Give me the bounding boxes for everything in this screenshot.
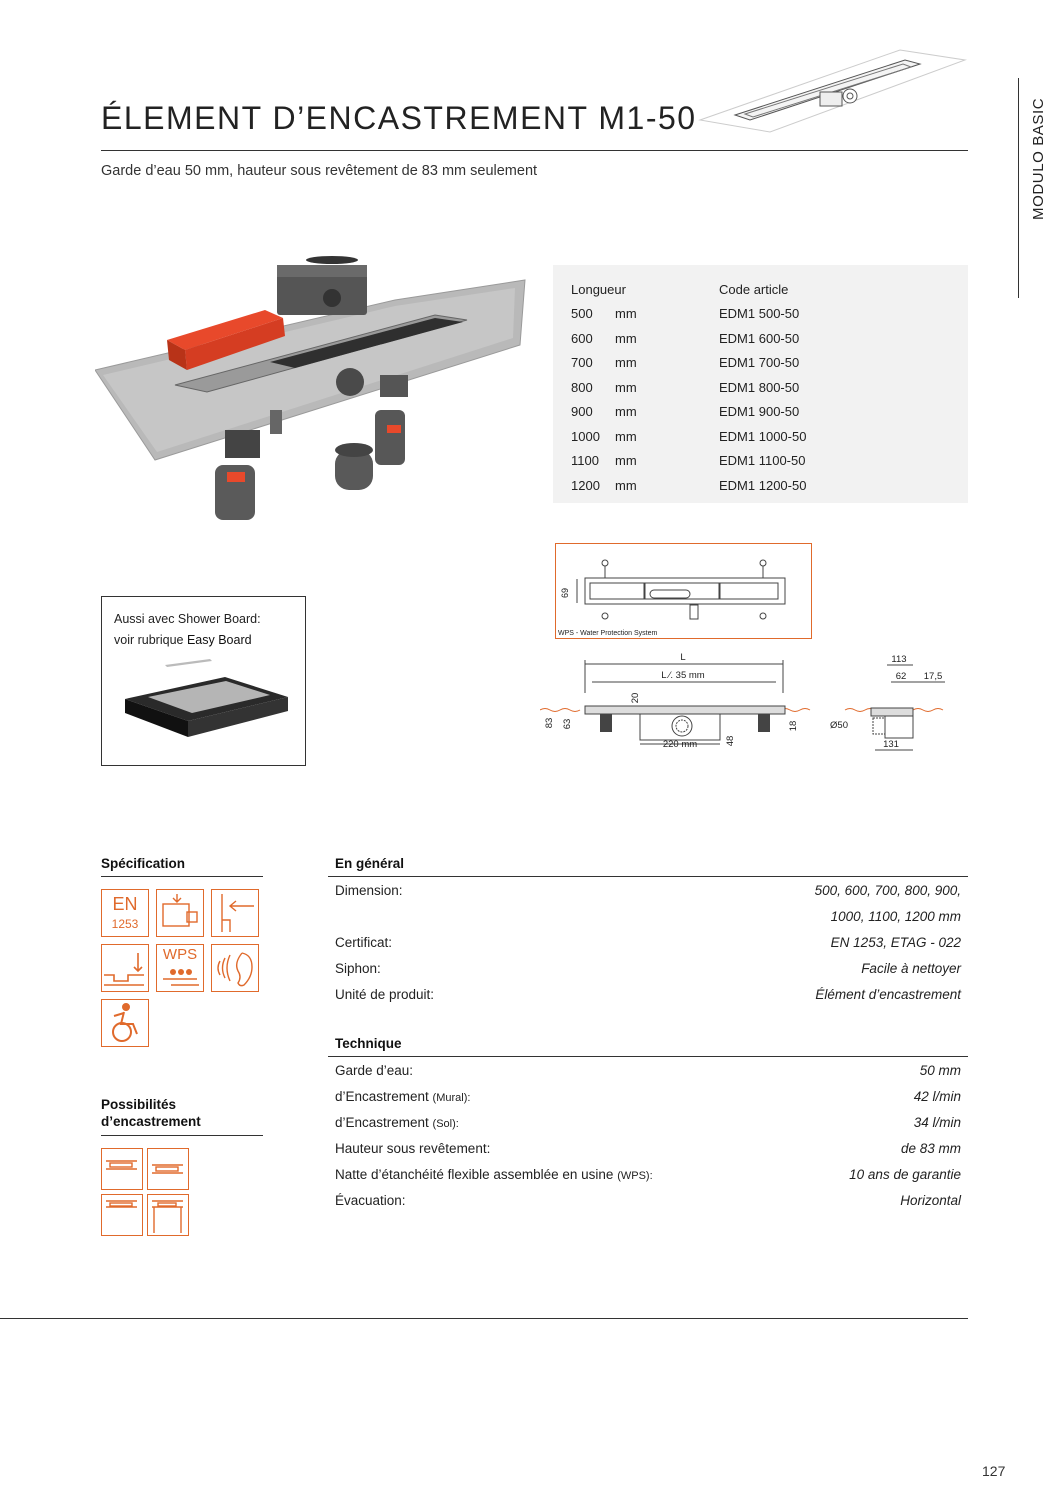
en-number: 1253 (111, 917, 139, 931)
length-cell: 1100 (571, 453, 599, 469)
tech-key-main: Garde d’eau: (335, 1063, 414, 1078)
spec-key: Siphon: (335, 961, 381, 976)
code-cell: EDM1 1100-50 (719, 453, 806, 469)
mounting-heading-line1: Possibilités (101, 1097, 177, 1112)
specification-divider (101, 876, 263, 877)
spec-row-dimension (335, 879, 961, 905)
dim-48: 48 (725, 735, 736, 747)
code-cell: EDM1 1000-50 (719, 428, 807, 444)
dim-220: 220 mm (662, 739, 698, 750)
code-cell: EDM1 700-50 (719, 355, 800, 371)
wall-outlet-icon (211, 889, 259, 937)
spec-row-certificate (335, 931, 961, 957)
unit-cell: mm (615, 379, 637, 395)
unit-cell: mm (615, 330, 637, 346)
length-cell: 1200 (571, 477, 600, 493)
mounting-floor-icon (147, 1148, 189, 1190)
article-variants-panel (553, 265, 968, 503)
code-cell: EDM1 600-50 (719, 330, 800, 346)
dim-17-5: 17,5 (923, 671, 943, 682)
column-header-length: Longueur (571, 281, 626, 297)
length-cell: 500 (571, 306, 593, 322)
tech-key (335, 1193, 406, 1208)
tech-value: 34 l/min (913, 1115, 961, 1130)
spec-key: Certificat: (335, 935, 393, 950)
tech-value: Horizontal (900, 1193, 961, 1208)
tech-row-water-seal (335, 1059, 961, 1085)
technical-heading: Technique (335, 1036, 402, 1051)
tech-value: 42 l/min (913, 1089, 961, 1104)
tech-key (335, 1089, 470, 1104)
dim-131: 131 (883, 739, 899, 750)
technical-divider (328, 1056, 968, 1057)
shower-board-line1: Aussi avec Shower Board: (114, 612, 261, 626)
spec-row-dimension-cont (335, 905, 961, 931)
spec-value: EN 1253, ETAG - 022 (830, 935, 961, 950)
dim-phi50: Ø50 (830, 720, 848, 731)
tech-row-wall-flow (335, 1085, 961, 1111)
product-thumbnail (695, 40, 970, 135)
dim-L: L (680, 652, 686, 663)
mounting-wall-icon (101, 1148, 143, 1190)
length-cell: 600 (571, 330, 593, 346)
dim-113: 113 (891, 654, 907, 665)
mounting-corner-icon (101, 1194, 143, 1236)
shower-board-note (101, 596, 306, 766)
mounting-heading-line2: d’encastrement (101, 1114, 201, 1129)
tech-value: 50 mm (919, 1063, 961, 1078)
end-view-drawing (825, 648, 950, 758)
table-header-row (571, 277, 869, 302)
table-row (571, 375, 869, 400)
spec-value: Élément d’encastrement (815, 987, 961, 1002)
length-cell: 900 (571, 404, 593, 420)
dim-L-minus: L ∕. 35 mm (661, 670, 705, 681)
page-number: 127 (982, 1463, 1006, 1479)
tech-key (335, 1063, 413, 1078)
footer-divider (0, 1318, 968, 1319)
cleanable-siphon-icon (156, 889, 204, 937)
section-side-label: MODULO BASIC (1030, 97, 1047, 220)
spec-value: Facile à nettoyer (861, 961, 961, 976)
shower-board-prefix: voir rubrique (114, 633, 187, 647)
wps-caption: WPS - Water Protection System (558, 630, 658, 637)
length-cell: 700 (571, 355, 593, 371)
unit-cell: mm (615, 428, 637, 444)
en-label: EN (112, 894, 138, 914)
code-cell: EDM1 900-50 (719, 404, 800, 420)
tech-key (335, 1141, 490, 1156)
dim-20: 20 (630, 692, 641, 704)
tech-key-note: (Sol): (432, 1118, 459, 1130)
length-cell: 800 (571, 379, 593, 395)
table-row (571, 351, 869, 376)
tech-key-main: d’Encastrement (335, 1115, 433, 1130)
tech-key-main: Natte d’étanchéité flexible assemblée en usine (335, 1167, 618, 1182)
tech-value: de 83 mm (900, 1141, 961, 1156)
mounting-heading (101, 1096, 201, 1130)
side-divider (1018, 78, 1019, 298)
table-row (571, 473, 869, 498)
table-row (571, 302, 869, 327)
tech-row-floor-flow (335, 1111, 961, 1137)
general-divider (328, 876, 968, 877)
tech-key (335, 1167, 653, 1182)
wps-label: WPS (162, 946, 198, 963)
wps-icon (156, 944, 204, 992)
spec-row-siphon (335, 957, 961, 983)
tech-key-main: Évacuation: (335, 1193, 406, 1208)
spec-key: Unité de produit: (335, 987, 435, 1002)
tech-row-wps (335, 1163, 961, 1189)
tech-value: 10 ans de garantie (849, 1167, 961, 1182)
shower-board-image (120, 657, 290, 757)
unit-cell: mm (615, 404, 637, 420)
spec-row-product-unit (335, 983, 961, 1009)
dim-18: 18 (788, 720, 799, 732)
code-cell: EDM1 800-50 (719, 379, 800, 395)
column-header-code: Code article (719, 281, 789, 297)
code-cell: EDM1 1200-50 (719, 477, 807, 493)
dim-63: 63 (562, 718, 573, 730)
tech-key-note: (Mural): (432, 1092, 471, 1104)
page-subtitle: Garde d’eau 50 mm, hauteur sous revêtement de 83 mm seulement (101, 163, 538, 179)
sound-insulation-icon (211, 944, 259, 992)
length-cell: 1000 (571, 428, 600, 444)
dim-83: 83 (544, 717, 555, 729)
dim-62: 62 (895, 671, 907, 682)
unit-cell: mm (615, 355, 637, 371)
floor-level-icon (101, 944, 149, 992)
code-cell: EDM1 500-50 (719, 306, 800, 322)
table-row (571, 449, 869, 474)
title-divider (101, 150, 968, 151)
spec-value: 500, 600, 700, 800, 900, (814, 883, 961, 898)
table-row (571, 400, 869, 425)
easy-board-link[interactable]: Easy Board (186, 633, 252, 647)
tech-key-main: Hauteur sous revêtement: (335, 1141, 491, 1156)
article-variants-table (571, 277, 869, 498)
top-view-drawing (555, 543, 813, 640)
tech-row-drain (335, 1189, 961, 1215)
unit-cell: mm (615, 453, 637, 469)
product-exploded-view (95, 210, 540, 550)
table-row (571, 424, 869, 449)
accessibility-icon (101, 999, 149, 1047)
mounting-niche-icon (147, 1194, 189, 1236)
spec-value: 1000, 1100, 1200 mm (830, 909, 961, 924)
page-title: ÉLEMENT D’ENCASTREMENT M1-50 (101, 100, 697, 136)
table-row (571, 326, 869, 351)
unit-cell: mm (615, 477, 637, 493)
tech-row-height (335, 1137, 961, 1163)
tech-key-main: d’Encastrement (335, 1089, 433, 1104)
tech-key-note: (WPS): (617, 1170, 653, 1182)
mounting-divider (101, 1135, 263, 1136)
shower-board-line2 (114, 630, 261, 651)
spec-key: Dimension: (335, 883, 403, 898)
en-1253-icon (101, 889, 149, 937)
unit-cell: mm (615, 306, 637, 322)
specification-heading: Spécification (101, 856, 186, 871)
side-view-drawing (540, 648, 815, 758)
general-heading: En général (335, 856, 405, 871)
tech-key (335, 1115, 459, 1130)
dim-69: 69 (560, 587, 570, 599)
